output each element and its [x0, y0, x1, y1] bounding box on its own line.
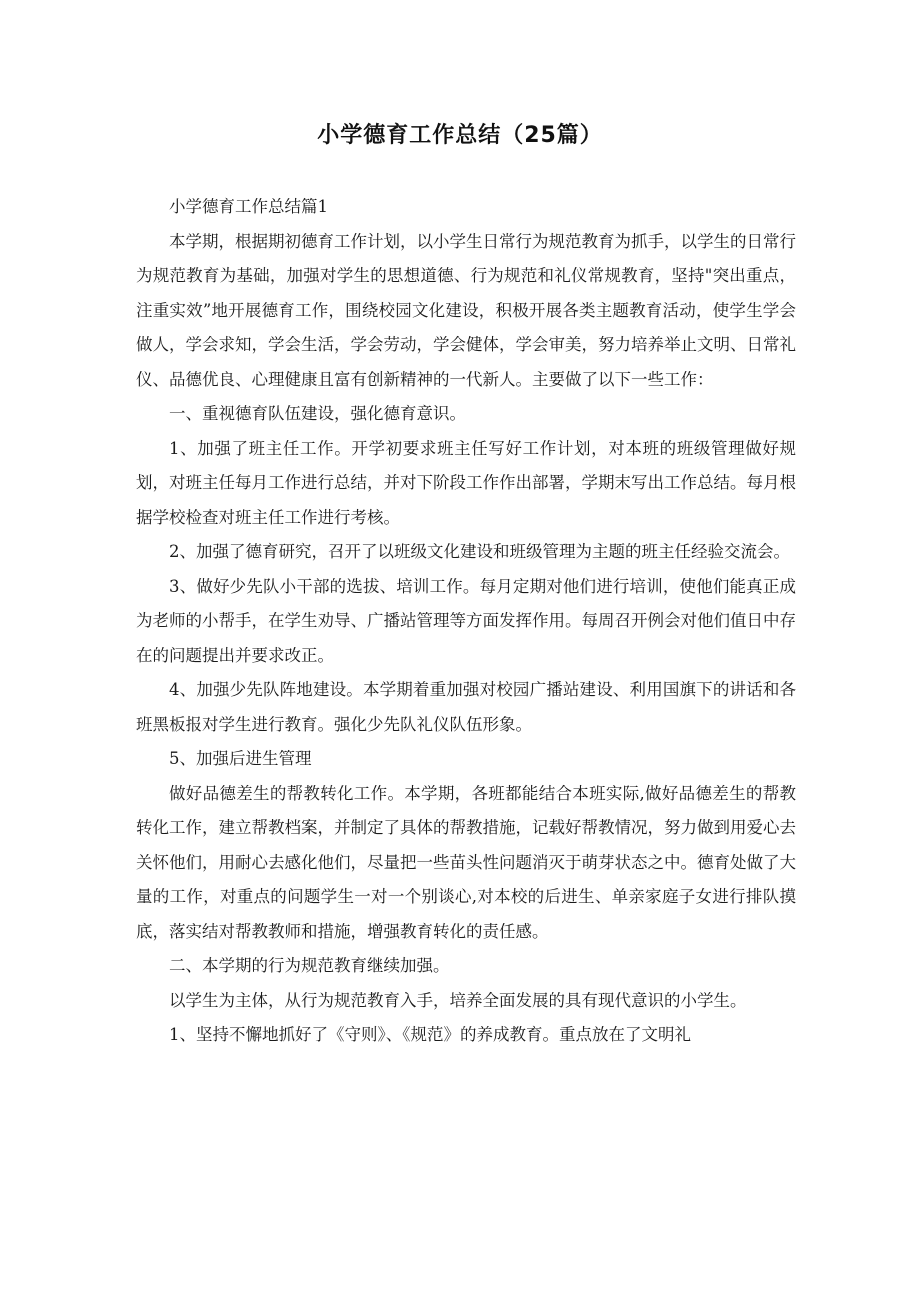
body-paragraph: 本学期，根据期初德育工作计划，以小学生日常行为规范教育为抓手，以学生的日常行为规范教育为基础，加强对学生的思想道德、行为规范和礼仪常规教育，坚持"突出重点，注重实效”地开展德育工作，围绕校园文化建设，积极开展各类主题教育活动，使学生学会做人，学会求知，学会生活，学会劳动，学会健体，学会审美，努力培养举止文明、日常礼仪、品德优良、心理健康且富有创新精神的一代新人。主要做了以下一些工作：	[136, 231, 796, 389]
body-paragraph: 4、加强少先队阵地建设。本学期着重加强对校园广播站建设、利用国旗下的讲话和各班黑板报对学生进行教育。强化少先队礼仪队伍形象。	[136, 680, 796, 734]
body-paragraph: 1、坚持不懈地抓好了《守则》、《规范》的养成教育。重点放在了文明礼	[169, 1025, 691, 1044]
section-heading: 二、本学期的行为规范教育继续加强。	[169, 956, 450, 975]
body-paragraph: 以学生为主体，从行为规范教育入手，培养全面发展的具有现代意识的小学生。	[169, 990, 747, 1010]
section-heading: 一、重视德育队伍建设，强化德育意识。	[169, 404, 466, 423]
body-paragraph: 2、加强了德育研究，召开了以班级文化建设和班级管理为主题的班主任经验交流会。	[169, 542, 790, 561]
section-heading: 5、加强后进生管理	[169, 749, 312, 768]
section-heading: 小学德育工作总结篇1	[169, 197, 328, 216]
body-paragraph: 做好品德差生的帮教转化工作。本学期，各班都能结合本班实际,做好品德差生的帮教转化工作，建立帮教档案，并制定了具体的帮教措施，记载好帮教情况，努力做到用爱心去关怀他们，用耐心去感化他们，尽量把一些苗头性问题消灭于萌芽状态之中。德育处做了大量的工作，对重点的问题学生一对一个别谈心,对本校的后进生、单亲家庭子女进行排队摸底，落实结对帮教教师和措施，增强教育转化的责任感。	[136, 783, 796, 941]
document-title: 小学德育工作总结（25篇）	[317, 123, 603, 148]
body-paragraph: 3、做好少先队小干部的选拔、培训工作。每月定期对他们进行培训，使他们能真正成为老师的小帮手，在学生劝导、广播站管理等方面发挥作用。每周召开例会对他们值日中存在的问题提出并要求改正。	[136, 576, 796, 665]
document-body	[136, 190, 796, 1053]
body-paragraph: 1、加强了班主任工作。开学初要求班主任写好工作计划，对本班的班级管理做好规划，对班主任每月工作进行总结，并对下阶段工作作出部署，学期末写出工作总结。每月根据学校检查对班主任工作进行考核。	[136, 438, 796, 527]
